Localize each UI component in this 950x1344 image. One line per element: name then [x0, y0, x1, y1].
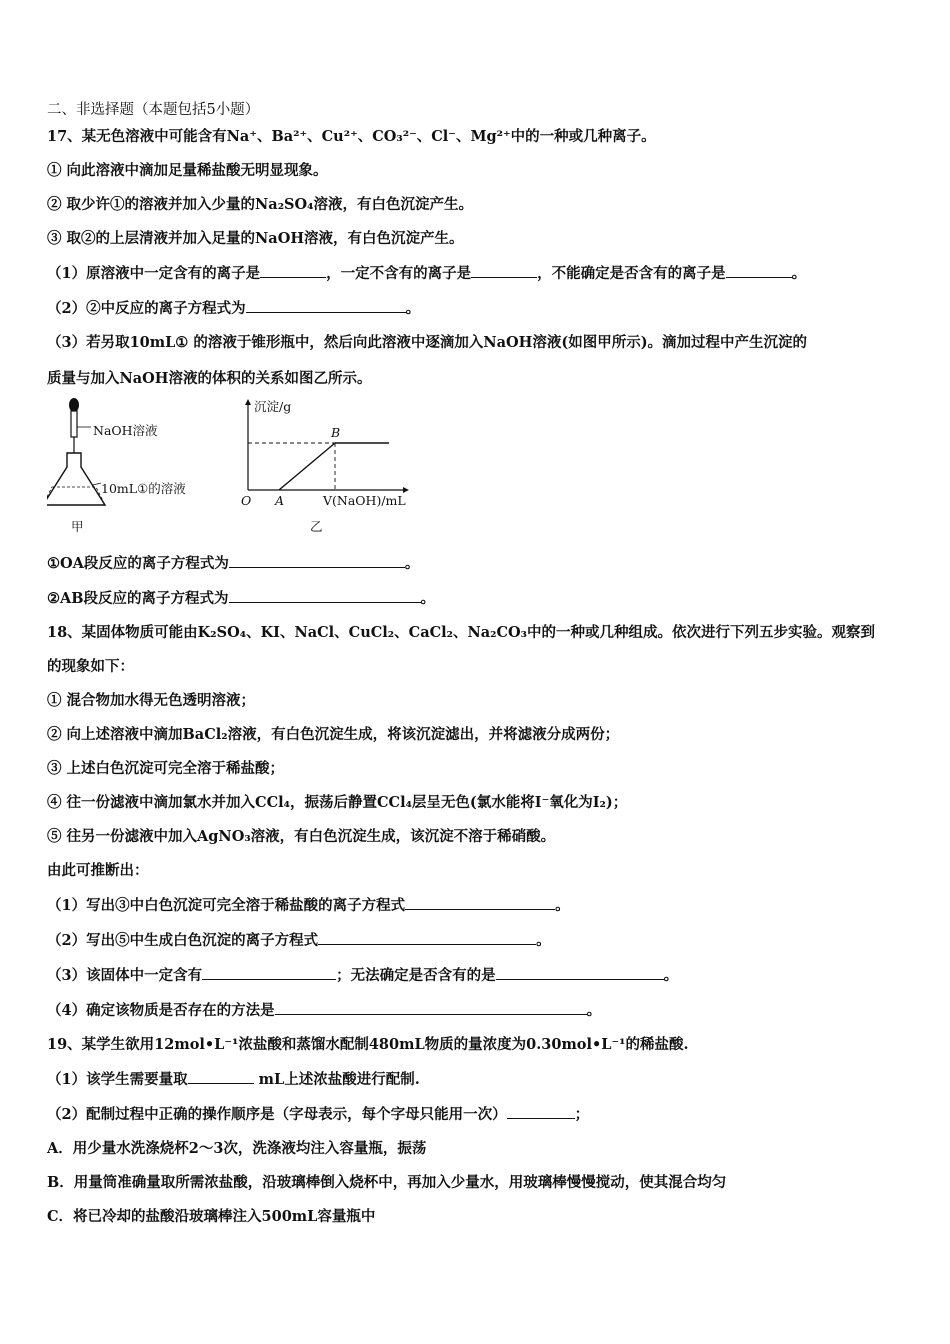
- q17-step3: ③ 取②的上层清液并加入足量的NaOH溶液，有白色沉淀产生。: [47, 230, 464, 247]
- answer-blank[interactable]: [471, 263, 537, 278]
- q18-sub1-text: （1）写出③中白色沉淀可完全溶于稀盐酸的离子方程式: [47, 897, 406, 914]
- answer-blank[interactable]: [229, 588, 421, 603]
- q18-step2: ② 向上述溶液中滴加BaCl₂溶液，有白色沉淀生成，将该沉淀滤出，并将滤液分成两份；: [47, 726, 620, 743]
- q17-sub3-line2: 质量与加入NaOH溶液的体积的关系如图乙所示。: [47, 370, 372, 387]
- q19-sub2: [47, 1104, 907, 1125]
- exam-page: [47, 100, 907, 1241]
- answer-blank[interactable]: [260, 263, 326, 278]
- label-origin: O: [241, 493, 252, 508]
- answer-blank[interactable]: [246, 298, 406, 313]
- q17-oa: [47, 553, 907, 574]
- section-title: 二、非选择题（本题包括5小题）: [47, 102, 260, 118]
- q18-infer: 由此可推断出：: [47, 862, 149, 879]
- q17-sub1-text-c: ，不能确定是否含有的离子是: [537, 265, 726, 282]
- q17-sub2-text: （2）②中反应的离子方程式为: [47, 300, 246, 317]
- q17-oa-text: ①OA段反应的离子方程式为: [47, 555, 229, 572]
- answer-blank[interactable]: [229, 553, 405, 568]
- q18-sub2-end: 。: [536, 932, 551, 949]
- dropper-icon: [69, 398, 91, 453]
- q18-sub4-end: 。: [586, 1002, 602, 1019]
- q19-sub2-end: ；: [574, 1106, 590, 1123]
- conical-flask-icon: [47, 453, 105, 505]
- q17-sub1-text-b: ，一定不含有的离子是: [326, 265, 472, 282]
- y-axis-arrow: [245, 399, 251, 405]
- q19-option-c: C．将已冷却的盐酸沿玻璃棒注入500mL容量瓶中: [47, 1208, 376, 1225]
- q19-option-b: B．用量筒准确量取所需浓盐酸，沿玻璃棒倒入烧杯中，再加入少量水，用玻璃棒慢慢搅动，使其混合均匀: [47, 1174, 727, 1191]
- label-point-b: B: [331, 425, 341, 440]
- q17-oa-end: 。: [404, 555, 420, 572]
- q18-step3: ③ 上述白色沉淀可完全溶于稀盐酸；: [47, 760, 285, 777]
- answer-blank[interactable]: [507, 1104, 575, 1119]
- q18-stem-line2: 的现象如下：: [47, 658, 134, 675]
- answer-blank[interactable]: [188, 1069, 254, 1084]
- q17-step1: ① 向此溶液中滴加足量稀盐酸无明显现象。: [47, 162, 328, 179]
- q19-option-a: A．用少量水洗涤烧杯2～3次，洗涤液均注入容量瓶，振荡: [47, 1140, 427, 1157]
- q18-step1: ① 混合物加水得无色透明溶液；: [47, 692, 256, 709]
- answer-blank[interactable]: [318, 930, 536, 945]
- q17-sub3-line1: （3）若另取10mL① 的溶液于锥形瓶中，然后向此溶液中逐滴加入NaOH溶液(如图甲所示)。滴加过程中产生沉淀的: [47, 334, 808, 351]
- q17-sub1-text-a: （1）原溶液中一定含有的离子是: [47, 265, 261, 282]
- q18-step5: ⑤ 往另一份滤液中加入AgNO₃溶液，有白色沉淀生成，该沉淀不溶于稀硝酸。: [47, 828, 556, 845]
- q19-sub1-text-a: （1）该学生需要量取: [47, 1071, 188, 1088]
- q18-sub1: [47, 895, 907, 916]
- q18-sub3-text-b: ；无法确定是否含有的是: [336, 967, 496, 984]
- label-y-axis: 沉淀/g: [254, 399, 292, 414]
- label-naoh: NaOH溶液: [93, 423, 158, 438]
- q19-sub1: [47, 1069, 907, 1090]
- q18-sub3-end: 。: [663, 967, 679, 984]
- caption-jia: 甲: [71, 519, 84, 534]
- q18-sub2: [47, 930, 907, 951]
- series-ab-rising: [279, 443, 335, 490]
- answer-blank[interactable]: [496, 965, 664, 980]
- q19-stem: 19、某学生欲用12mol•L⁻¹浓盐酸和蒸馏水配制480mL物质的量浓度为0.30mol•L⁻¹的稀盐酸.: [47, 1036, 689, 1053]
- q18-stem-line1: 18、某固体物质可能由K₂SO₄、KI、NaCl、CuCl₂、CaCl₂、Na₂CO₃中的一种或几种组成。依次进行下列五步实验。观察到: [47, 624, 876, 641]
- q18-sub3-text-a: （3）该固体中一定含有: [47, 967, 203, 984]
- caption-yi: 乙: [310, 519, 323, 534]
- q18-sub1-end: 。: [555, 897, 570, 914]
- label-flask: 10mL①的溶液: [101, 481, 186, 496]
- q17-ab-text: ②AB段反应的离子方程式为: [47, 590, 229, 607]
- answer-blank[interactable]: [726, 263, 792, 278]
- label-x-axis: V(NaOH)/mL: [323, 493, 406, 508]
- figure-area: [47, 395, 907, 545]
- q17-ab: [47, 588, 907, 609]
- q18-sub4: [47, 1000, 907, 1021]
- q17-sub1-end: 。: [791, 265, 807, 282]
- label-point-a: A: [275, 493, 285, 508]
- answer-blank[interactable]: [202, 965, 336, 980]
- answer-blank[interactable]: [275, 1000, 587, 1015]
- q18-sub2-text: （2）写出⑤中生成白色沉淀的离子方程式: [47, 932, 319, 949]
- q18-sub3: [47, 965, 907, 986]
- q19-sub2-text: （2）配制过程中正确的操作顺序是（字母表示，每个字母只能用一次）: [47, 1106, 507, 1123]
- q17-sub2: [47, 298, 907, 319]
- q17-sub1: [47, 263, 907, 284]
- q17-ab-end: 。: [420, 590, 436, 607]
- q17-sub2-end: 。: [405, 300, 421, 317]
- answer-blank[interactable]: [405, 895, 555, 910]
- q19-sub1-text-b: mL上述浓盐酸进行配制.: [258, 1071, 420, 1088]
- q18-sub4-text: （4）确定该物质是否存在的方法是: [47, 1002, 275, 1019]
- q17-step2: ② 取少许①的溶液并加入少量的Na₂SO₄溶液，有白色沉淀产生。: [47, 196, 473, 213]
- q17-stem: 17、某无色溶液中可能含有Na⁺、Ba²⁺、Cu²⁺、CO₃²⁻、Cl⁻、Mg²⁺中的一种或几种离子。: [47, 128, 656, 145]
- figure-drawing: [47, 395, 467, 545]
- q18-step4: ④ 往一份滤液中滴加氯水并加入CCl₄，振荡后静置CCl₄层呈无色(氯水能将I⁻氧化为I₂)；: [47, 794, 628, 811]
